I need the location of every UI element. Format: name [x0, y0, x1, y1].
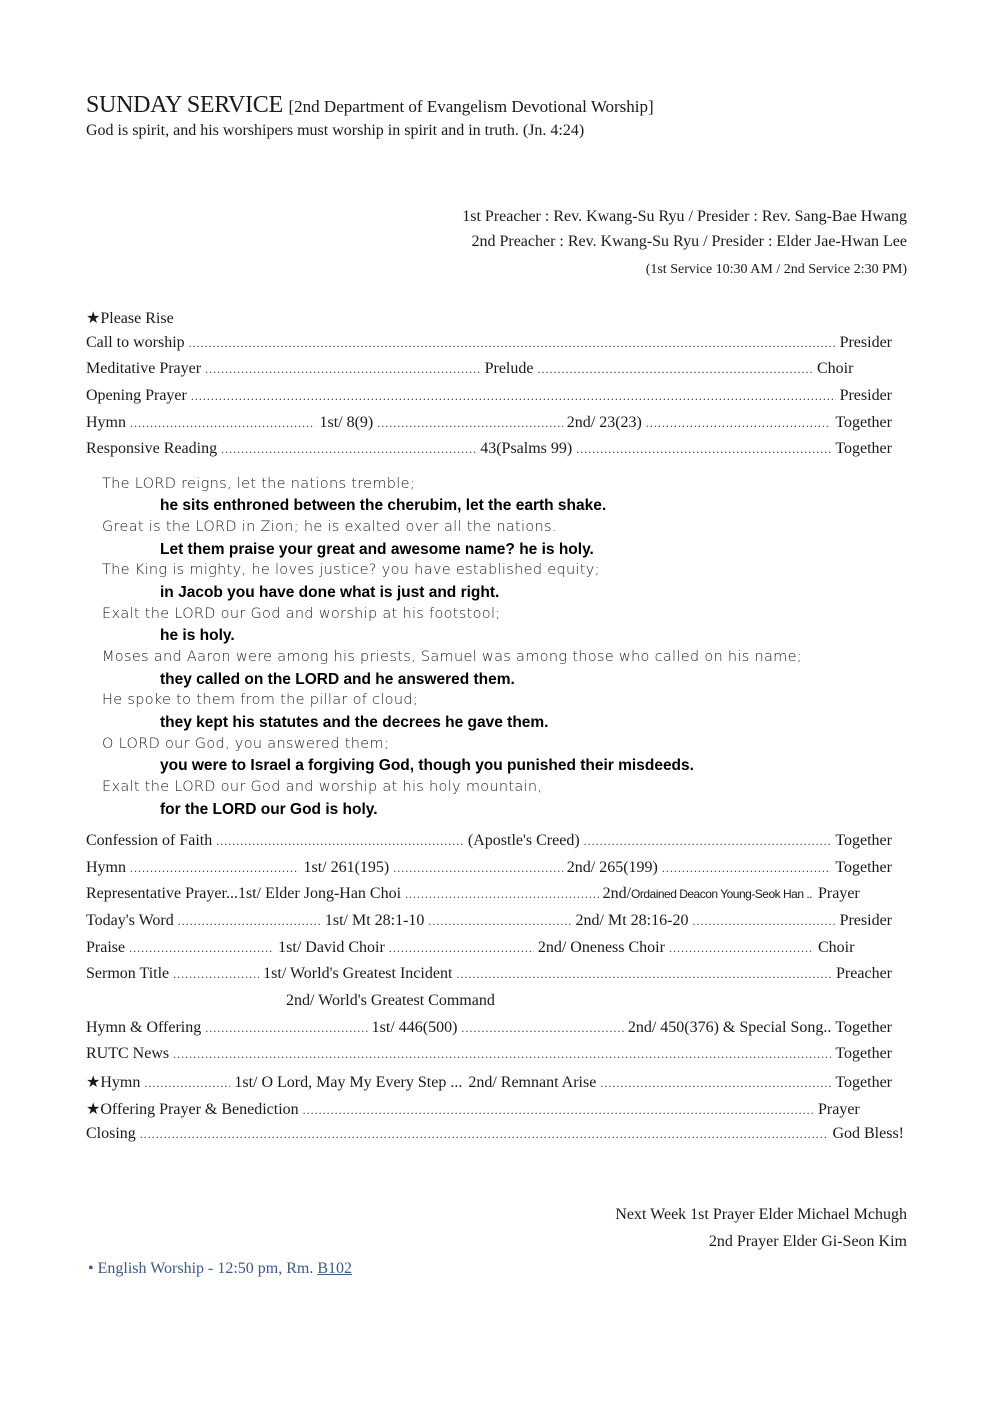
item-middle: 43(Psalms 99) [480, 440, 573, 457]
theme-verse: God is spirit, and his worshipers must worship in spirit and in truth. (Jn. 4:24) [86, 122, 585, 139]
item-role: Together [835, 859, 892, 876]
dot-leader [173, 1047, 831, 1062]
item-middle: Prelude [484, 360, 534, 377]
item-label: Representative Prayer... [86, 885, 238, 902]
item-second: 2nd/ 450(376) & Special Song.. [627, 1019, 832, 1036]
item-label: Responsive Reading [86, 440, 218, 457]
dot-leader [576, 442, 831, 457]
item-second: 2nd/ Oneness Choir [537, 939, 665, 956]
item-role: Choir [816, 360, 854, 377]
order-item-sermon-title [86, 965, 892, 987]
reading-response-line: he is holy. [160, 627, 235, 644]
item-label: ★Hymn [86, 1074, 141, 1091]
item-label: Hymn & Offering [86, 1019, 202, 1036]
room-link[interactable]: B102 [317, 1260, 353, 1277]
notice-text: English Worship - 12:50 pm, Rm. [97, 1260, 318, 1277]
reading-response-line: you were to Israel a forgiving God, though you punished their misdeeds. [160, 757, 694, 774]
next-week-line-2: 2nd Prayer Elder Gi-Seon Kim [708, 1233, 907, 1250]
item-label: Sermon Title [86, 965, 170, 982]
order-item-confession-of-faith [86, 832, 892, 854]
dot-leader [669, 941, 814, 956]
dot-leader [456, 967, 832, 982]
dot-leader [393, 861, 562, 876]
service-times: (1st Service 10:30 AM / 2nd Service 2:30 PM) [645, 262, 907, 277]
item-first: 1st/ 8(9) [319, 414, 374, 431]
dot-leader [144, 1076, 230, 1091]
reading-leader-line: The LORD reigns, let the nations tremble; [102, 476, 416, 492]
dot-leader [216, 834, 464, 849]
order-item-meditative-prayer [86, 360, 892, 382]
dot-leader [173, 967, 259, 982]
dot-leader [600, 1076, 831, 1091]
reading-leader-line: Exalt the LORD our God and worship at his holy mountain, [102, 779, 543, 795]
item-first: 1st/ Elder Jong-Han Choi [237, 885, 402, 902]
item-label: Hymn [86, 414, 126, 431]
order-item-hymn-2 [86, 859, 892, 881]
dot-leader [389, 941, 534, 956]
item-label: Praise [86, 939, 126, 956]
item-role: Presider [839, 387, 892, 404]
item-label: Call to worship [86, 334, 185, 351]
order-item-hymn [86, 414, 892, 436]
item-first: 1st/ 261(195) [303, 859, 390, 876]
please-rise-label: ★Please Rise [86, 310, 174, 327]
item-second-prefix: 2nd/ [602, 885, 632, 902]
item-label: Hymn [86, 859, 126, 876]
order-item-opening-prayer [86, 387, 892, 409]
dot-leader [303, 1103, 814, 1118]
credits-line-2: 2nd Preacher : Rev. Kwang-Su Ryu / Presider : Elder Jae-Hwan Lee [471, 233, 907, 250]
dot-leader [129, 941, 274, 956]
dot-leader [584, 834, 832, 849]
reading-response-line: they called on the LORD and he answered them. [160, 671, 515, 688]
reading-leader-line: Moses and Aaron were among his priests, Samuel was among those who called on his name; [102, 649, 802, 665]
dot-leader [221, 442, 476, 457]
dot-leader [140, 1127, 829, 1142]
credits-line-1: 1st Preacher : Rev. Kwang-Su Ryu / Presider : Rev. Sang-Bae Hwang [462, 208, 907, 225]
reading-response-line: for the LORD our God is holy. [160, 801, 378, 818]
reading-response-line: Let them praise your great and awesome name? he is holy. [160, 541, 594, 558]
item-second: 2nd/ Mt 28:16-20 [575, 912, 689, 929]
item-role: Together [835, 1019, 892, 1036]
order-item-todays-word [86, 912, 892, 934]
page-title [86, 92, 654, 119]
order-item-rutc-news [86, 1045, 892, 1067]
item-role: God Bless! [832, 1125, 904, 1142]
item-role: Together [835, 414, 892, 431]
order-item-closing-hymn [86, 1072, 892, 1094]
order-item-praise [86, 939, 892, 961]
next-week-line-1: Next Week 1st Prayer Elder Michael Mchugh [615, 1206, 907, 1223]
dot-leader [189, 336, 836, 351]
order-item-responsive-reading [86, 440, 892, 462]
reading-response-line: he sits enthroned between the cherubim, let the earth shake. [160, 497, 607, 514]
bullet-icon: • [88, 1260, 94, 1277]
item-first: 1st/ Mt 28:1-10 [324, 912, 425, 929]
order-item-call-to-worship [86, 334, 892, 356]
title-subtitle: [2nd Department of Evangelism Devotional Worship] [288, 97, 654, 116]
reading-leader-line: The King is mighty, he loves justice? you have established equity; [102, 562, 600, 578]
item-first: 1st/ 446(500) [371, 1019, 458, 1036]
item-label: Opening Prayer [86, 387, 187, 404]
dot-leader [662, 861, 831, 876]
item-role: Together [835, 1045, 892, 1062]
item-role: Together [835, 832, 892, 849]
item-role: Together [835, 1074, 892, 1091]
item-role: Presider [839, 912, 892, 929]
reading-response-line: in Jacob you have done what is just and right. [160, 584, 500, 601]
item-role: Presider [839, 334, 892, 351]
dot-leader [646, 416, 831, 431]
order-item-closing [86, 1125, 904, 1147]
dot-leader [191, 389, 836, 404]
reading-leader-line: Great is the LORD in Zion; he is exalted over all the nations. [102, 519, 557, 535]
order-item-offering-prayer-benediction [86, 1099, 892, 1121]
item-middle: (Apostle's Creed) [467, 832, 580, 849]
item-second: Ordained Deacon Young-Seok Han .. [631, 887, 812, 901]
dot-leader [178, 914, 321, 929]
item-label: Closing [86, 1125, 136, 1142]
item-role: Prayer [818, 1101, 860, 1118]
order-item-hymn-offering [86, 1019, 892, 1041]
item-first: 1st/ David Choir [278, 939, 385, 956]
item-role: Prayer [818, 885, 860, 902]
dot-leader [205, 362, 481, 377]
dot-leader [692, 914, 835, 929]
reading-leader-line: O LORD our God, you answered them; [102, 736, 390, 752]
dot-leader [428, 914, 571, 929]
dot-leader [130, 416, 315, 431]
reading-response-line: they kept his statutes and the decrees he gave them. [160, 714, 549, 731]
item-role: Choir [817, 939, 855, 956]
reading-leader-line: Exalt the LORD our God and worship at his footstool; [102, 606, 501, 622]
dot-leader [461, 1021, 623, 1036]
sermon-title-2nd: 2nd/ World's Greatest Command [286, 992, 495, 1009]
item-label: RUTC News [86, 1045, 170, 1062]
item-first: 1st/ O Lord, May My Every Step ... [234, 1074, 463, 1091]
item-second: 2nd/ Remnant Arise [468, 1074, 597, 1091]
item-role: Preacher [836, 965, 892, 982]
item-first: 1st/ World's Greatest Incident [263, 965, 453, 982]
title-main: SUNDAY SERVICE [86, 92, 283, 118]
dot-leader [377, 416, 562, 431]
item-second: 2nd/ 265(199) [566, 859, 658, 876]
dot-leader [205, 1021, 367, 1036]
reading-leader-line: He spoke to them from the pillar of cloud; [102, 692, 419, 708]
item-role: Together [835, 440, 892, 457]
dot-leader [405, 887, 599, 902]
item-second: 2nd/ 23(23) [566, 414, 642, 431]
dot-leader [130, 861, 299, 876]
dot-leader [537, 362, 813, 377]
item-label: Meditative Prayer [86, 360, 202, 377]
item-label: ★Offering Prayer & Benediction [86, 1101, 299, 1118]
item-label: Today's Word [86, 912, 174, 929]
english-worship-notice [88, 1260, 352, 1278]
item-label: Confession of Faith [86, 832, 213, 849]
order-item-representative-prayer [86, 885, 892, 907]
